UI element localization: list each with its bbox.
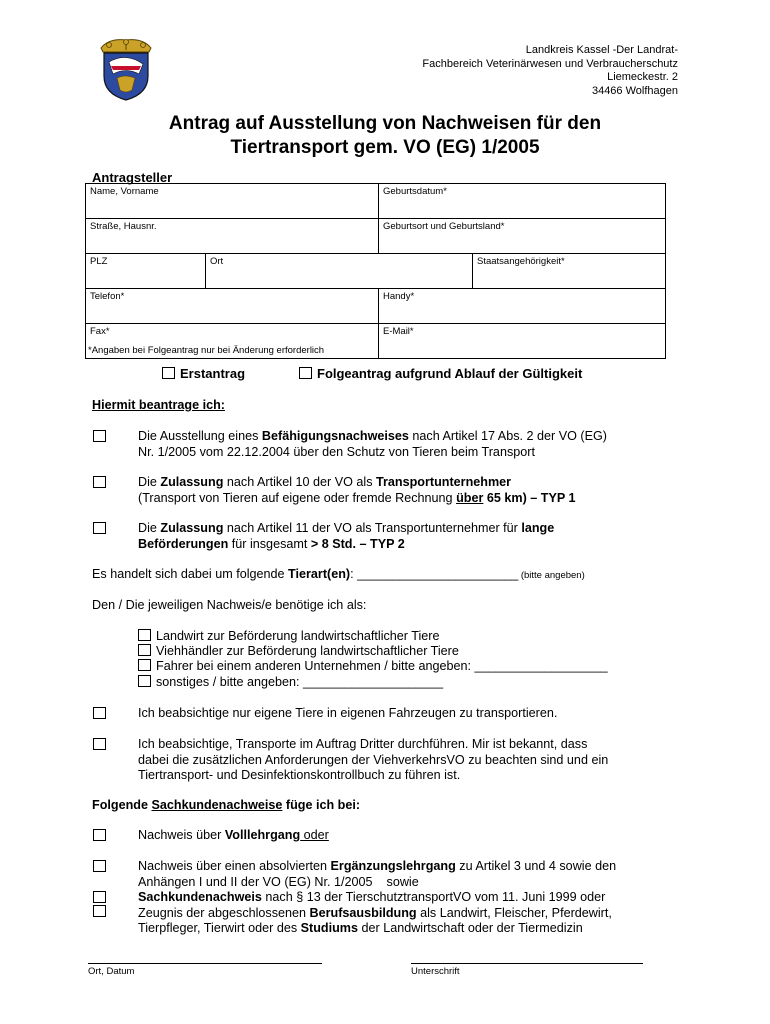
proof-heading: Folgende Sachkundenachweise füge ich bei: [92,798,361,812]
third-party-checkbox[interactable] [93,738,106,750]
mobile-field[interactable] [379,289,666,324]
need-checkbox[interactable] [138,644,151,656]
need-option-farmer[interactable]: Landwirt zur Beförderung landwirtschaftlicher Tiere [138,629,440,645]
supplementary-proof-text: Nachweis über einen absolvierten Ergänzungslehrgang zu Artikel 3 und 4 sowie den Anhängen I und II der VO (EG) Nr. 1/2005 sowie Sachkundenachweis nach § 13 der TierschutztransportVO vom 11. Juni 1999 oder Zeugnis der abgeschlossenen Berufsausbildung als Landwirt, Fleischer, Pferdewirt, Tierpfleger, Tierwirt oder des Studiums der Landwirtschaft oder der Tiermedizin [138,859,617,935]
request-heading: Hiermit beantrage ich: [92,398,225,412]
need-option-driver[interactable]: Fahrer bei einem anderen Unternehmen / bitte angeben: ___________________ [138,659,608,675]
address-line: Fachbereich Veterinärwesen und Verbraucherschutz [422,57,678,70]
field-label: Staatsangehörigkeit* [477,256,565,267]
applicant-table [85,183,666,359]
title-line-2: Tiertransport gem. VO (EG) 1/2005 [230,137,540,158]
title-line-1: Antrag auf Ausstellung von Nachweisen für den [168,113,602,134]
plz-field[interactable] [86,254,206,289]
nationality-field[interactable] [473,254,666,289]
need-option-other[interactable]: sonstiges / bitte angeben: ____________________ [138,675,443,691]
followup-application-checkbox[interactable] [299,367,312,379]
email-field[interactable] [379,324,666,359]
name-field[interactable] [86,184,379,219]
field-label: Name, Vorname [90,186,159,197]
city-field[interactable] [206,254,473,289]
vocational-training-checkbox[interactable] [93,905,106,917]
expertise-certificate-checkbox[interactable] [93,891,106,903]
birthplace-field[interactable] [379,219,666,254]
field-label: PLZ [90,256,108,267]
field-label: Geburtsort und Geburtsland* [383,221,505,232]
field-label: Handy* [383,291,415,302]
form-title [0,112,770,160]
field-label: E-Mail* [383,326,414,337]
field-label: Ort [210,256,224,267]
coat-of-arms-logo [95,34,157,102]
own-animals-checkbox[interactable] [93,707,106,719]
request-option-3-text: Die Zulassung nach Artikel 11 der VO als Transportunternehmer für lange Beförderungen für insgesamt > 8 Std. – TYP 2 [138,521,555,551]
field-label: Geburtsdatum* [383,186,447,197]
need-checkbox[interactable] [138,629,151,641]
place-date-line[interactable] [88,963,322,964]
request-option-1-text: Die Ausstellung eines Befähigungsnachweises nach Artikel 17 Abs. 2 der VO (EG) Nr. 1/2005 vom 22.12.2004 über den Schutz von Tieren beim Transport [138,429,607,459]
third-party-text: Ich beabsichtige, Transporte im Auftrag Dritter durchführen. Mir ist bekannt, dass dabei die zusätzlichen Anforderungen der ViehverkehrsVO zu beachten sind und ein Tiertransport- und Desinfektionskontrollbuch zu führen ist. [138,737,609,782]
footnote: *Angaben bei Folgeantrag nur bei Änderung erforderlich [88,345,325,356]
address-line: Landkreis Kassel -Der Landrat- [525,44,678,56]
applicant-label: Antragsteller [92,170,173,185]
need-option-dealer[interactable]: Viehhändler zur Beförderung landwirtschaftlicher Tiere [138,644,459,660]
need-checkbox[interactable] [138,659,151,671]
request-option-2-checkbox[interactable] [93,476,106,488]
signature-line[interactable] [411,963,643,964]
own-animals-text: Ich beabsichtige nur eigene Tiere in eigenen Fahrzeugen zu transportieren. [138,706,558,720]
phone-field[interactable] [86,289,379,324]
option-label: Erstantrag [180,366,246,381]
authority-address [422,44,678,98]
birthdate-field[interactable] [379,184,666,219]
field-label: Fax* [90,326,110,337]
address-line: Liemeckestr. 2 [607,71,678,83]
need-checkbox[interactable] [138,675,151,687]
followup-application-option[interactable] [299,366,582,381]
need-heading: Den / Die jeweiligen Nachweis/e benötige ich als: [92,598,367,612]
field-label: Telefon* [90,291,125,302]
place-date-label: Ort, Datum [88,966,135,977]
first-application-option[interactable] [162,366,245,381]
field-label: Straße, Hausnr. [90,221,157,232]
address-line: 34466 Wolfhagen [591,84,678,97]
animal-species-field[interactable]: Es handelt sich dabei um folgende Tierart(en): _______________________ (bitte angeben) [92,567,585,581]
option-label: Folgeantrag aufgrund Ablauf der Gültigkeit [317,366,583,381]
first-application-checkbox[interactable] [162,367,175,379]
supplementary-course-checkbox[interactable] [93,860,106,872]
request-option-1-checkbox[interactable] [93,430,106,442]
request-option-2-text: Die Zulassung nach Artikel 10 der VO als Transportunternehmer (Transport von Tieren auf eigene oder fremde Rechnung über 65 km) – TYP 1 [138,475,576,505]
signature-label: Unterschrift [411,966,460,977]
full-course-checkbox[interactable] [93,829,106,841]
full-course-text: Nachweis über Volllehrgang oder [138,828,329,842]
street-field[interactable] [86,219,379,254]
request-option-3-checkbox[interactable] [93,522,106,534]
